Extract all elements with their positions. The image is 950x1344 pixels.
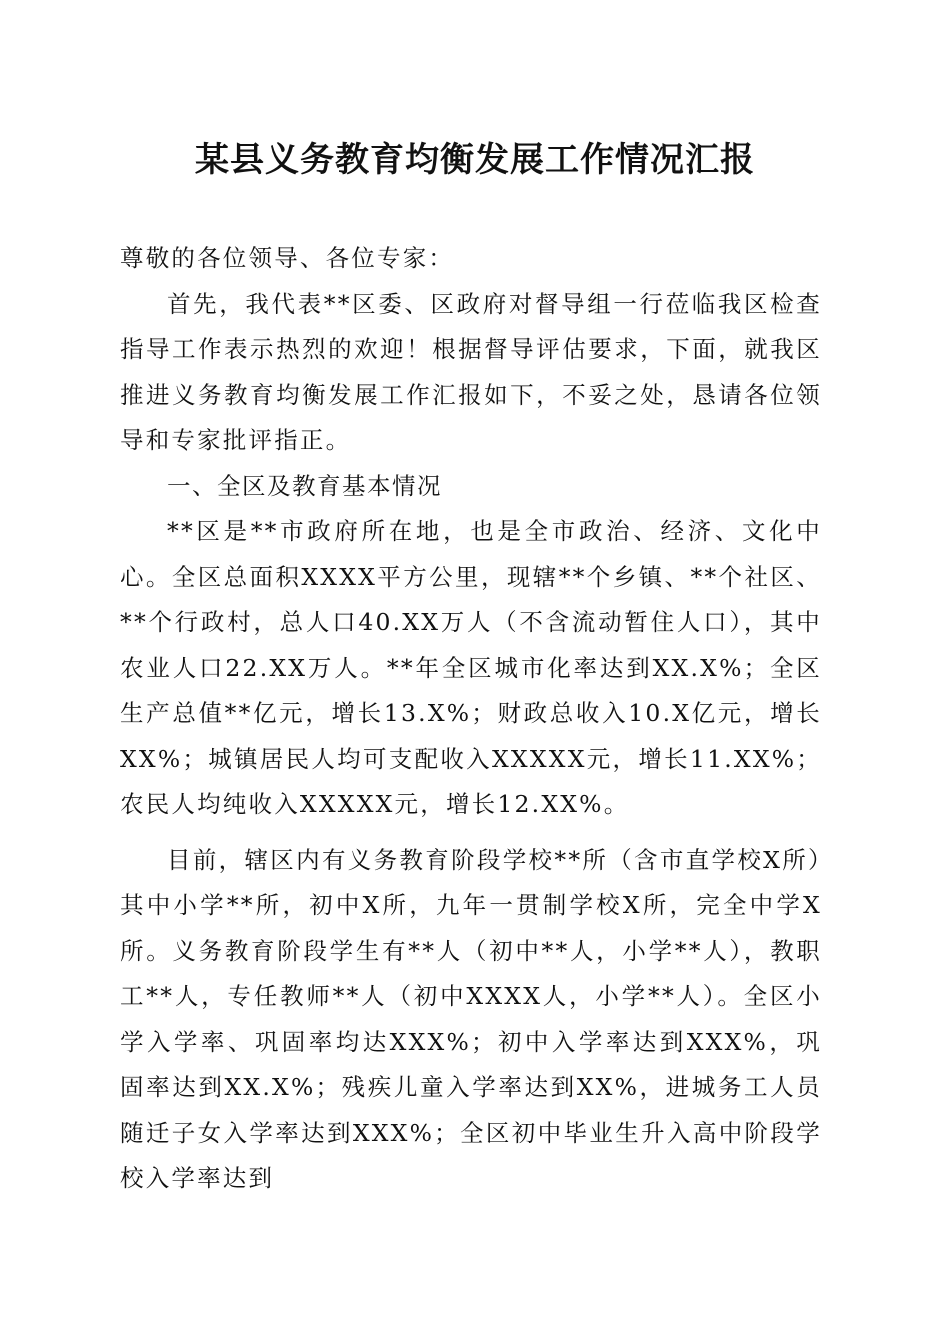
intro-paragraph: 首先，我代表**区委、区政府对督导组一行莅临我区检查指导工作表示热烈的欢迎！根据督导评估要求，下面，就我区推进义务教育均衡发展工作汇报如下，不妥之处，恳请各位领导和专家批评指正。: [120, 289, 822, 454]
overview-paragraph: **区是**市政府所在地，也是全市政治、经济、文化中心。全区总面积XXXX平方公里，现辖**个乡镇、**个社区、**个行政村，总人口40.XX万人（不含流动暂住人口），其中农业人口22.XX万人。**年全区城市化率达到XX.X%；全区生产总值**亿元，增长13.X%；财政总收入10.X亿元，增长XX%；城镇居民人均可支配收入XXXXX元，增长11.XX%；农民人均纯收入XXXXX元，增长12.XX%。: [120, 517, 822, 818]
schools-paragraph: 目前，辖区内有义务教育阶段学校**所（含市直学校X所）其中小学**所，初中X所，九年一贯制学校X所，完全中学X所。义务教育阶段学生有**人（初中**人，小学**人），教职工**人，专任教师**人（初中XXXX人，小学**人）。全区小学入学率、巩固率均达XXX%；初中入学率达到XXX%，巩固率达到XX.X%；残疾儿童入学率达到XX%，进城务工人员随迁子女入学率达到XXX%；全区初中毕业生升入高中阶段学校入学率达到: [120, 845, 822, 1192]
document-title: 某县义务教育均衡发展工作情况汇报: [195, 140, 755, 180]
document-body: [120, 236, 822, 1202]
salutation: 尊敬的各位领导、各位专家：: [120, 244, 455, 272]
section-heading: 一、全区及教育基本情况: [167, 471, 442, 500]
